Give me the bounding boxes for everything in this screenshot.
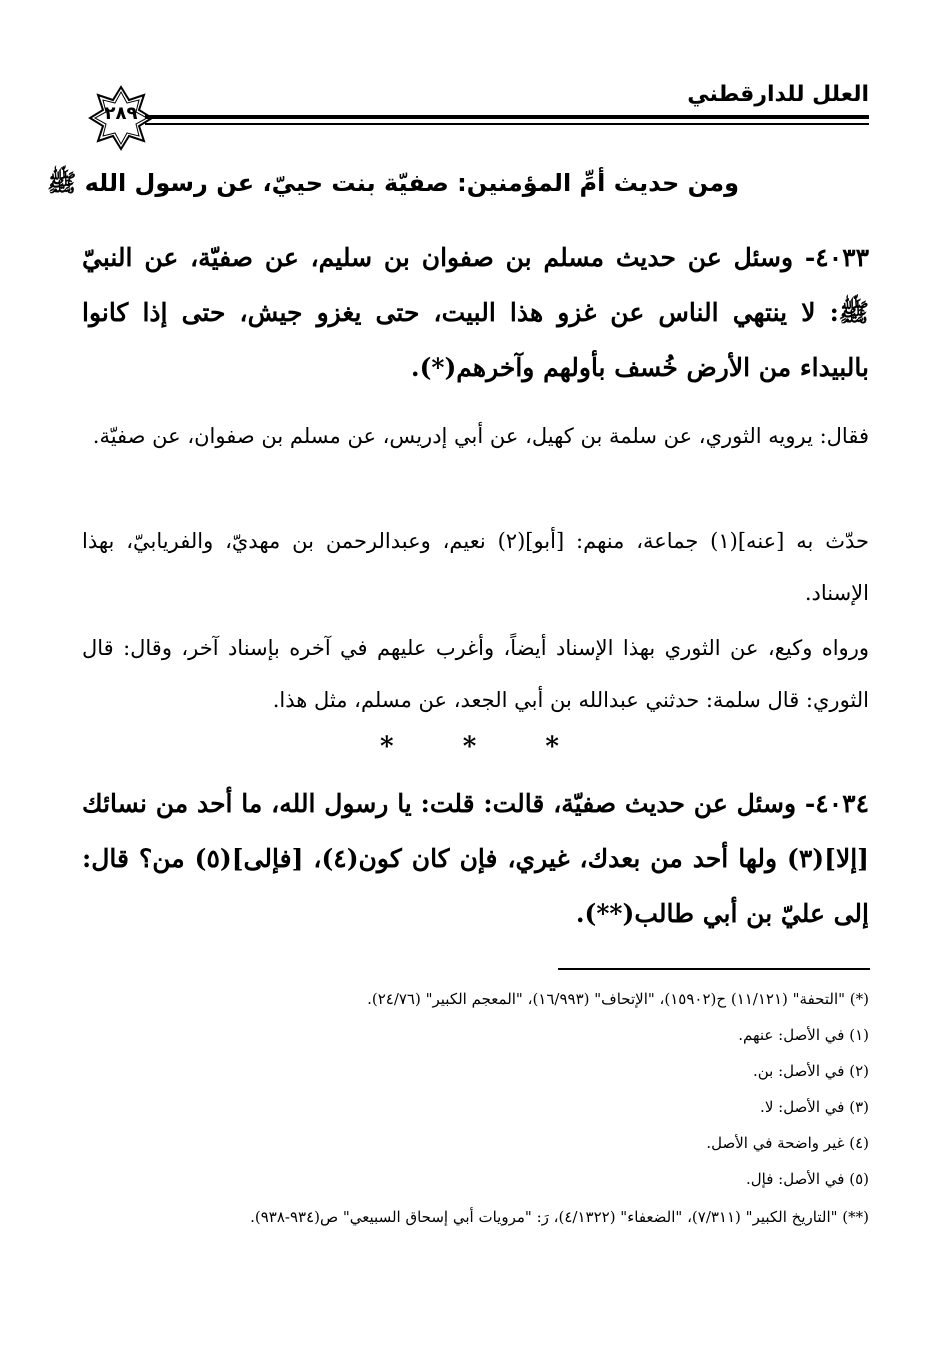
hadith-4033-question: ٤٠٣٣- وسئل عن حديث مسلم بن صفوان بن سليم، عن صفيّة، عن النبيّ ﷺ: لا ينتهي الناس عن غزو هذا البيت، حتى يغزو جيش، حتى إذا كانوا بالبيداء من الأرض خُسف بأولهم وآخرهم(*). (82, 243, 869, 382)
page-number-badge (88, 85, 154, 151)
separator-star: * (462, 732, 477, 762)
answer-paragraph-1: فقال: يرويه الثوري، عن سلمة بن كهيل، عن أبي إدريس، عن مسلم بن صفوان، عن صفيّة. (92, 424, 869, 448)
footnote-rule (558, 968, 870, 970)
footnote-star: (*) "التحفة" (١١/١٢١) ح(١٥٩٠٢)، "الإتحاف" (١٦/٩٩٣)، "المعجم الكبير" (٢٤/٧٦). (367, 990, 869, 1008)
footnote-2: (٢) في الأصل: بن. (753, 1062, 869, 1080)
footnote-5: (٥) في الأصل: فإل. (745, 1170, 869, 1188)
footnote-double-star: (**) "التاريخ الكبير" (٧/٣١١)، "الضعفاء" (٤/١٣٢٢)، رَ: "مرويات أبي إسحاق السبيعي" ص(٩٣٤-٩٣٨). (250, 1208, 869, 1226)
section-separator (0, 732, 939, 762)
header-rule-thin (145, 123, 869, 125)
answer-paragraph-3: ورواه وكيع، عن الثوري بهذا الإسناد أيضاً، وأغرب عليهم في آخره بإسناد آخر، وقال: قال الثوري: قال سلمة: حدثني عبدالله بن أبي الجعد، عن مسلم، مثل هذا. (82, 636, 869, 712)
footnote-4: (٤) غير واضحة في الأصل. (706, 1134, 869, 1152)
answer-paragraph-2: حدّث به [عنه](١) جماعة، منهم: [أبو](٢) نعيم، وعبدالرحمن بن مهديّ، والفريابيّ، بهذا الإسناد. (82, 529, 869, 605)
section-heading: ومن حديث أمِّ المؤمنين: صفيّة بنت حييّ، عن رسول الله ﷺ (47, 169, 739, 197)
page-number: ٢٨٩ (104, 103, 138, 124)
footnote-1: (١) في الأصل: عنهم. (738, 1026, 869, 1044)
running-header-title: العلل للدارقطني (687, 82, 869, 107)
hadith-4034-question: ٤٠٣٤- وسئل عن حديث صفيّة، قالت: قلت: يا رسول الله، ما أحد من نسائك [إلا](٣) ولها أحد من بعدك، غيري، فإن كان كون(٤)، [فإلى](٥) من؟ قال: إلى عليّ بن أبي طالب(**). (82, 789, 869, 928)
separator-star: * (545, 732, 559, 762)
separator-star: * (380, 732, 394, 762)
footnote-3: (٣) في الأصل: لا. (760, 1098, 869, 1116)
header-rule-thick (145, 115, 869, 119)
